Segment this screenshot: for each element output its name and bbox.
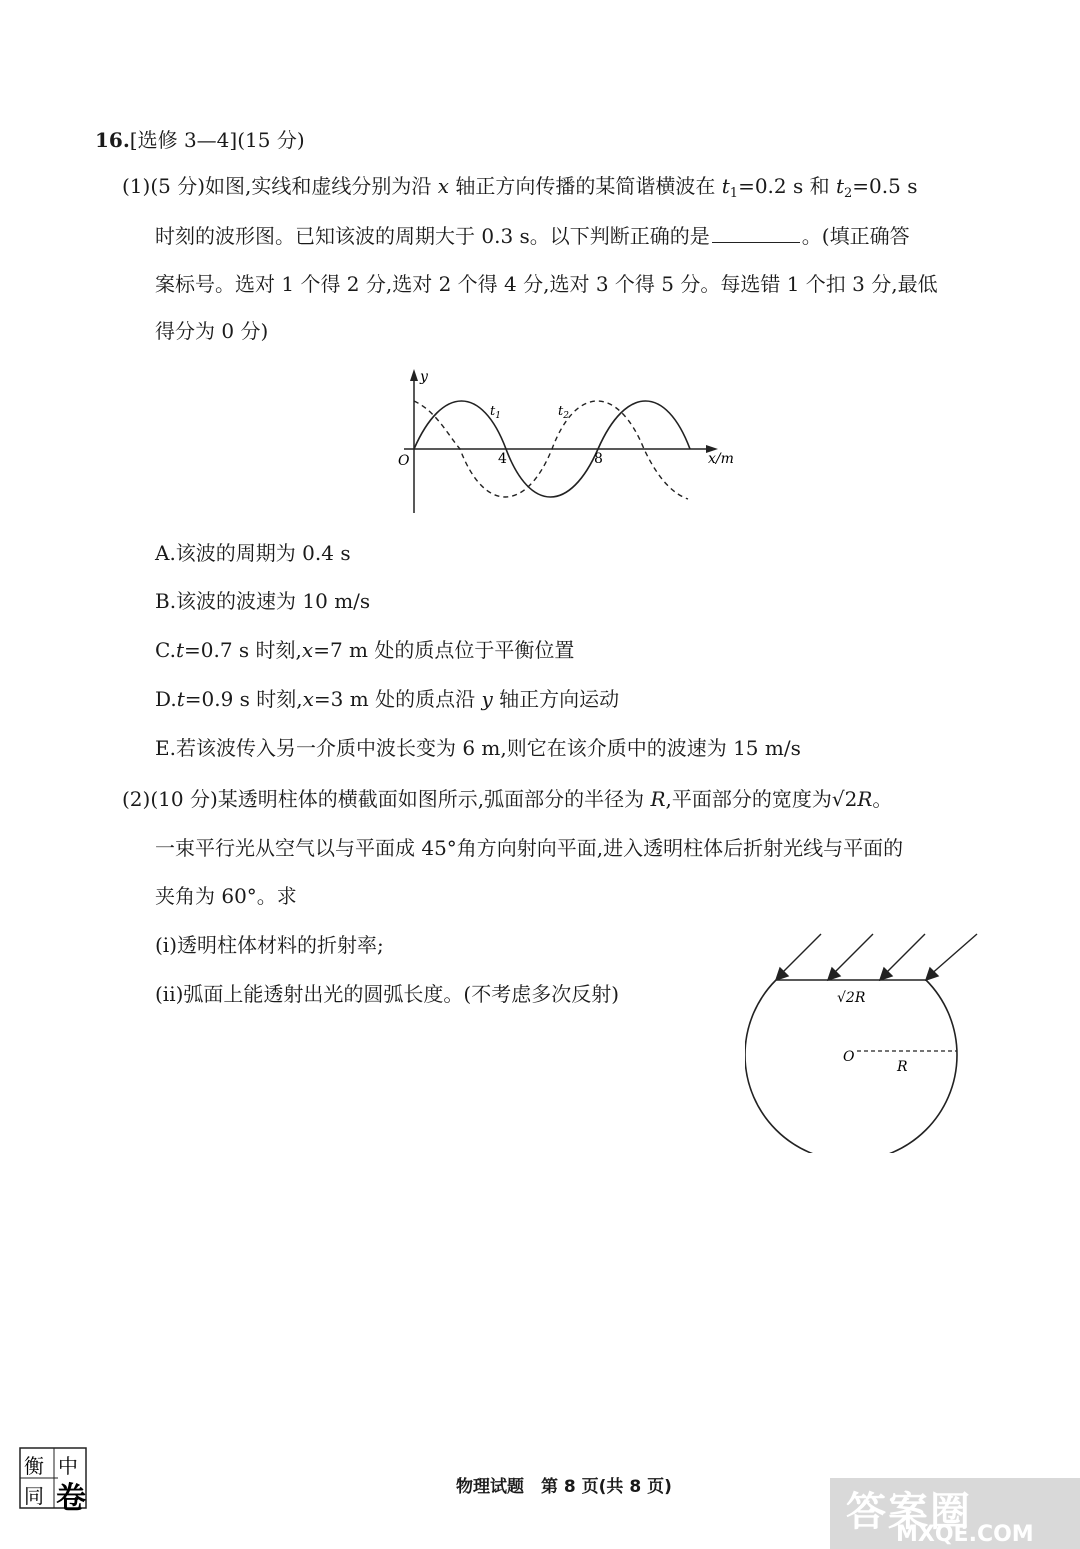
transparent-cylinder-diagram (745, 928, 985, 1153)
option-a: A.该波的周期为 0.4 s (155, 541, 351, 565)
option-b: B.该波的波速为 10 m/s (155, 589, 371, 613)
part2-sub-ii: (ii)弧面上能透射出光的圆弧长度。(不考虑多次反射) (155, 982, 620, 1006)
tick-label-4: 4 (498, 451, 507, 467)
question-16-heading (95, 126, 305, 154)
watermark-text: 答案圈 (846, 1489, 972, 1535)
option-e: E.若该波传入另一介质中波长变为 6 m,则它在该介质中的波速为 15 m/s (155, 736, 801, 760)
svg-text:卷: 卷 (56, 1481, 86, 1516)
part1-line4: 得分为 0 分) (155, 319, 269, 343)
y-axis-arrow (410, 369, 418, 381)
origin-label: O (398, 453, 410, 469)
part1-line3: 案标号。选对 1 个得 2 分,选对 2 个得 4 分,选对 3 个得 5 分。每选错 1 个扣 3 分,最低 (155, 272, 938, 296)
wave-t2-dashed (414, 401, 688, 499)
radius-label: R (897, 1059, 908, 1075)
svg-text:衡: 衡 (24, 1454, 44, 1478)
part1-line1: (1)(5 分)如图,实线和虚线分别为沿 x 轴正方向传播的某简谐横波在 $t_1=0.2$ s 和 $t_2=0.5$ s (122, 174, 918, 201)
part2-sub-i: (i)透明柱体材料的折射率; (155, 933, 384, 957)
logo-icon (18, 1446, 92, 1516)
option-d: D.t=0.9 s 时刻,x=3 m 处的质点沿 y 轴正方向运动 (155, 687, 620, 711)
page-footer: 物理试题 第 8 页(共 8 页) (456, 1477, 672, 1497)
answer-blank[interactable] (712, 224, 800, 243)
tick-label-8: 8 (594, 451, 603, 467)
question-section: [选修 3—4](15 分) (129, 128, 305, 152)
t2-label: $t_2$ (558, 404, 569, 421)
width-label: √2R (837, 990, 866, 1006)
watermark-url: MXQE.COM (896, 1522, 1034, 1547)
y-axis-label: y (420, 369, 428, 385)
center-label: O (843, 1049, 855, 1065)
t1-label: $t_1$ (490, 404, 501, 421)
part1-line2: 时刻的波形图。已知该波的周期大于 0.3 s。以下判断正确的是 。(填正确答 (155, 224, 910, 248)
incident-rays (776, 934, 977, 980)
svg-text:同: 同 (24, 1484, 44, 1508)
part2-line2: 一束平行光从空气以与平面成 45°角方向射向平面,进入透明柱体后折射光线与平面的 (155, 836, 904, 860)
svg-text:中: 中 (58, 1454, 78, 1478)
wave-diagram (390, 365, 750, 525)
part2-line1: (2)(10 分)某透明柱体的横截面如图所示,弧面部分的半径为 R,平面部分的宽度为√2R。 (122, 787, 893, 811)
question-number: 16. (95, 128, 130, 152)
option-c: C.t=0.7 s 时刻,x=7 m 处的质点位于平衡位置 (155, 638, 575, 662)
part2-line3: 夹角为 60°。求 (155, 884, 297, 908)
x-axis-label: x/m (708, 451, 734, 467)
